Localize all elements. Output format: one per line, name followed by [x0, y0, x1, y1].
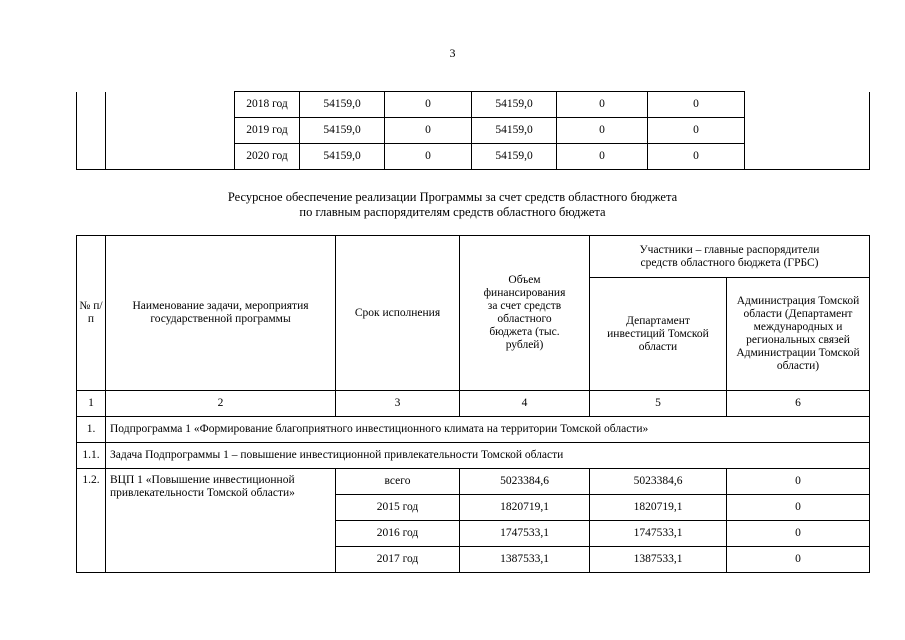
col-number: 6	[727, 391, 870, 417]
col-number: 1	[77, 391, 106, 417]
admin-cell: 0	[727, 469, 870, 495]
header-term: Срок исполнения	[336, 236, 460, 391]
total-cell: 54159,0	[300, 92, 385, 118]
header-name: Наименование задачи, мероприятия государственной программы	[106, 236, 336, 391]
header-num: № п/п	[77, 236, 106, 391]
column-number-row	[77, 391, 870, 417]
col-number: 4	[460, 391, 590, 417]
volume-cell: 1747533,1	[460, 521, 590, 547]
header-volume: Объем финансирования за счет средств областного бюджета (тыс. рублей)	[460, 236, 590, 391]
admin-cell: 0	[727, 495, 870, 521]
value-cell: 0	[385, 144, 472, 170]
admin-cell: 0	[727, 547, 870, 573]
row-number: 1.2.	[77, 469, 106, 573]
heading-line-1: Ресурсное обеспечение реализации Программы за счет средств областного бюджета	[227, 190, 678, 204]
task-title: Задача Подпрограммы 1 – повышение инвестиционной привлекательности Томской области	[106, 443, 870, 469]
total-cell: 54159,0	[300, 118, 385, 144]
header-admin: Администрация Томской области (Департамент международных и региональных связей Администрации Томской области)	[727, 278, 870, 391]
header-row	[77, 236, 870, 278]
value-cell: 0	[385, 118, 472, 144]
value-cell: 0	[557, 144, 648, 170]
term-cell: 2015 год	[336, 495, 460, 521]
value-cell: 0	[385, 92, 472, 118]
section-heading	[0, 190, 905, 220]
task-row	[77, 443, 870, 469]
value-cell: 0	[557, 118, 648, 144]
col-number: 5	[590, 391, 727, 417]
empty-cell	[745, 92, 870, 170]
dept-cell: 1747533,1	[590, 521, 727, 547]
header-dept: Департамент инвестиций Томской области	[590, 278, 727, 391]
header-participants: Участники – главные распорядители средств областного бюджета (ГРБС)	[590, 236, 870, 278]
page-number: 3	[449, 46, 456, 60]
value-cell: 54159,0	[472, 144, 557, 170]
volume-cell: 5023384,6	[460, 469, 590, 495]
heading-line-2: по главным распорядителям средств областного бюджета	[299, 205, 606, 219]
year-cell: 2020 год	[235, 144, 300, 170]
subprogram-row	[77, 417, 870, 443]
value-cell: 0	[648, 92, 745, 118]
term-cell: 2016 год	[336, 521, 460, 547]
value-cell: 54159,0	[472, 92, 557, 118]
value-cell: 0	[648, 144, 745, 170]
table-row	[77, 469, 870, 495]
subprogram-title: Подпрограмма 1 «Формирование благоприятного инвестиционного климата на территории Томской области»	[106, 417, 870, 443]
dept-cell: 5023384,6	[590, 469, 727, 495]
empty-cell	[106, 92, 235, 170]
dept-cell: 1820719,1	[590, 495, 727, 521]
volume-cell: 1820719,1	[460, 495, 590, 521]
row-number: 1.	[77, 417, 106, 443]
top-financing-table	[76, 91, 870, 170]
empty-cell	[77, 92, 106, 170]
volume-cell: 1387533,1	[460, 547, 590, 573]
year-cell: 2019 год	[235, 118, 300, 144]
total-cell: 54159,0	[300, 144, 385, 170]
col-number: 3	[336, 391, 460, 417]
admin-cell: 0	[727, 521, 870, 547]
value-cell: 54159,0	[472, 118, 557, 144]
dept-cell: 1387533,1	[590, 547, 727, 573]
term-cell: 2017 год	[336, 547, 460, 573]
term-cell: всего	[336, 469, 460, 495]
year-cell: 2018 год	[235, 92, 300, 118]
value-cell: 0	[557, 92, 648, 118]
value-cell: 0	[648, 118, 745, 144]
table-row	[77, 92, 870, 118]
row-number: 1.1.	[77, 443, 106, 469]
resource-table	[76, 235, 870, 573]
col-number: 2	[106, 391, 336, 417]
program-title: ВЦП 1 «Повышение инвестиционной привлекательности Томской области»	[106, 469, 336, 573]
